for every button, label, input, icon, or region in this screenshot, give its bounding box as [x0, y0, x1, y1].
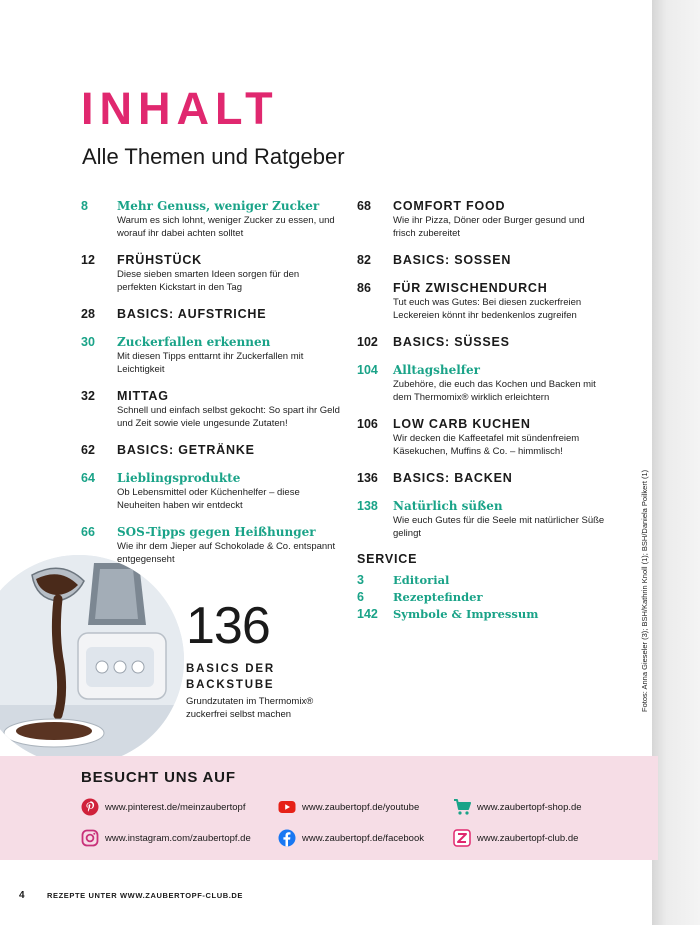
service-page-number: 6: [357, 590, 364, 604]
pinterest-link[interactable]: [81, 798, 245, 816]
toc-entry[interactable]: [357, 252, 607, 268]
toc-entry-title: COMFORT FOOD: [393, 199, 506, 213]
toc-page-number: 30: [81, 335, 95, 349]
toc-entry-title: MITTAG: [117, 389, 169, 403]
toc-entry-title: SOS-Tipps gegen Heißhunger: [117, 525, 316, 539]
toc-page-number: 8: [81, 199, 88, 213]
toc-entry-desc: Tut euch was Gutes: Bei diesen zuckerfreien Leckereien könnt ihr bedenkenlos zugreifen: [393, 297, 582, 321]
toc-entry-title: BASICS: BACKEN: [393, 471, 513, 485]
toc-entry-desc: Zubehöre, die euch das Kochen und Backen mit dem Thermomix® wirklich erleichtern: [393, 379, 596, 403]
facebook-icon: [278, 829, 296, 847]
toc-entry-title: Mehr Genuss, weniger Zucker: [117, 199, 320, 213]
toc-page-number: 62: [81, 443, 95, 457]
toc-page-number: 68: [357, 199, 371, 213]
toc-entry[interactable]: [357, 362, 607, 404]
service-page-number: 142: [357, 607, 378, 621]
page-number: 4: [19, 890, 25, 901]
toc-entry[interactable]: [357, 498, 607, 540]
feature-title-line1: BASICS DER: [186, 663, 275, 675]
feature-title: [186, 661, 326, 693]
instagram-link[interactable]: [81, 829, 251, 847]
youtube-icon: [278, 798, 296, 816]
toc-entry-title: Zuckerfallen erkennen: [117, 335, 271, 349]
toc-page-number: 86: [357, 281, 371, 295]
toc-entry[interactable]: [357, 334, 607, 350]
toc-entry-desc: Wir decken die Kaffeetafel mit sündenfreiem Käsekuchen, Muffins & Co. – himmlisch!: [393, 433, 580, 457]
page-title: INHALT: [81, 83, 279, 134]
toc-column-left: [81, 198, 341, 578]
toc-page-number: 66: [81, 525, 95, 539]
toc-page-number: 102: [357, 335, 378, 349]
facebook-link-text: www.zaubertopf.de/facebook: [302, 832, 424, 844]
pinterest-icon: [81, 798, 99, 816]
youtube-link-text: www.zaubertopf.de/youtube: [302, 801, 420, 813]
toc-entry[interactable]: [81, 334, 341, 376]
toc-entry-title: Lieblingsprodukte: [117, 471, 241, 485]
toc-page-number: 138: [357, 499, 378, 513]
service-entry-title: Rezeptefinder: [393, 590, 483, 604]
toc-entry-title: BASICS: AUFSTRICHE: [117, 307, 267, 321]
toc-page-number: 106: [357, 417, 378, 431]
shop-link-text: www.zaubertopf-shop.de: [477, 801, 582, 813]
toc-entry-title: BASICS: SÜSSES: [393, 335, 510, 349]
toc-column-right: [357, 198, 607, 623]
service-entry[interactable]: [357, 589, 607, 606]
toc-entry-title: Natürlich süßen: [393, 499, 503, 513]
toc-entry[interactable]: [81, 198, 341, 240]
toc-entry[interactable]: [357, 280, 607, 322]
youtube-link[interactable]: [278, 798, 419, 816]
toc-entry[interactable]: [81, 442, 341, 458]
pinterest-link-text: www.pinterest.de/meinzaubertopf: [105, 801, 246, 813]
toc-entry[interactable]: [81, 470, 341, 512]
toc-page-number: 64: [81, 471, 95, 485]
toc-entry-title: BASICS: GETRÄNKE: [117, 443, 255, 457]
toc-page-number: 82: [357, 253, 371, 267]
toc-entry[interactable]: [81, 388, 341, 430]
toc-entry[interactable]: [357, 470, 607, 486]
toc-entry[interactable]: [81, 524, 341, 566]
toc-page-number: 104: [357, 363, 378, 377]
toc-entry[interactable]: [357, 416, 607, 458]
feature-desc: Grundzutaten im Thermomix® zuckerfrei selbst machen: [186, 696, 314, 720]
toc-entry-title: FÜR ZWISCHENDURCH: [393, 281, 548, 295]
toc-page-number: 136: [357, 471, 378, 485]
toc-entry[interactable]: [81, 252, 341, 294]
feature-title-line2: BACKSTUBE: [186, 679, 275, 691]
toc-entry-desc: Warum es sich lohnt, weniger Zucker zu essen, und worauf ihr dabei achten solltet: [117, 215, 335, 239]
toc-entry-title: FRÜHSTÜCK: [117, 253, 202, 267]
shop-link[interactable]: [453, 798, 582, 816]
toc-entry-title: LOW CARB KUCHEN: [393, 417, 531, 431]
footer-url: REZEPTE UNTER WWW.ZAUBERTOPF-CLUB.DE: [47, 891, 244, 900]
toc-entry-desc: Wie ihr Pizza, Döner oder Burger gesund und frisch zubereitet: [393, 215, 585, 239]
photo-credit: Fotos: Anna Gieseler (3); BSH/Kathrin Knoll (1); BSH/Daniela Poilkert (1): [640, 469, 649, 712]
page-fold-shadow: [652, 0, 700, 925]
feature-page-number: 136: [186, 597, 270, 655]
page-subtitle: Alle Themen und Ratgeber: [82, 144, 345, 169]
toc-entry-title: BASICS: SOSSEN: [393, 253, 512, 267]
toc-entry-desc: Schnell und einfach selbst gekocht: So spart ihr Geld und Zeit sowie viele ungesunde Zutaten!: [117, 405, 340, 429]
toc-page-number: 12: [81, 253, 95, 267]
instagram-icon: [81, 829, 99, 847]
shopping-cart-icon: [453, 798, 471, 816]
toc-entry-desc: Wie euch Gutes für die Seele mit natürlicher Süße gelingt: [393, 515, 605, 539]
service-heading: SERVICE: [357, 552, 418, 566]
toc-page-number: 32: [81, 389, 95, 403]
toc-entry-desc: Diese sieben smarten Ideen sorgen für den perfekten Kickstart in den Tag: [117, 269, 300, 293]
zaubertopf-club-icon: [453, 829, 471, 847]
service-entry[interactable]: [357, 606, 607, 623]
service-entry-title: Symbole & Impressum: [393, 607, 539, 621]
toc-entry-desc: Ob Lebensmittel oder Küchenhelfer – diese Neuheiten haben wir entdeckt: [117, 487, 300, 511]
toc-entry-desc: Wie ihr dem Jieper auf Schokolade & Co. entspannt entgegenseht: [117, 541, 336, 565]
facebook-link[interactable]: [278, 829, 424, 847]
club-link[interactable]: [453, 829, 578, 847]
toc-page-number: 28: [81, 307, 95, 321]
service-entry-title: Editorial: [393, 573, 450, 587]
service-page-number: 3: [357, 573, 364, 587]
toc-entry[interactable]: [357, 198, 607, 240]
instagram-link-text: www.instagram.com/zaubertopf.de: [105, 832, 251, 844]
club-link-text: www.zaubertopf-club.de: [477, 832, 579, 844]
toc-entry-desc: Mit diesen Tipps enttarnt ihr Zuckerfallen mit Leichtigkeit: [117, 351, 304, 375]
service-entry[interactable]: [357, 572, 607, 589]
social-heading: BESUCHT UNS AUF: [81, 769, 236, 786]
toc-entry-title: Alltagshelfer: [393, 363, 480, 377]
toc-entry[interactable]: [81, 306, 341, 322]
